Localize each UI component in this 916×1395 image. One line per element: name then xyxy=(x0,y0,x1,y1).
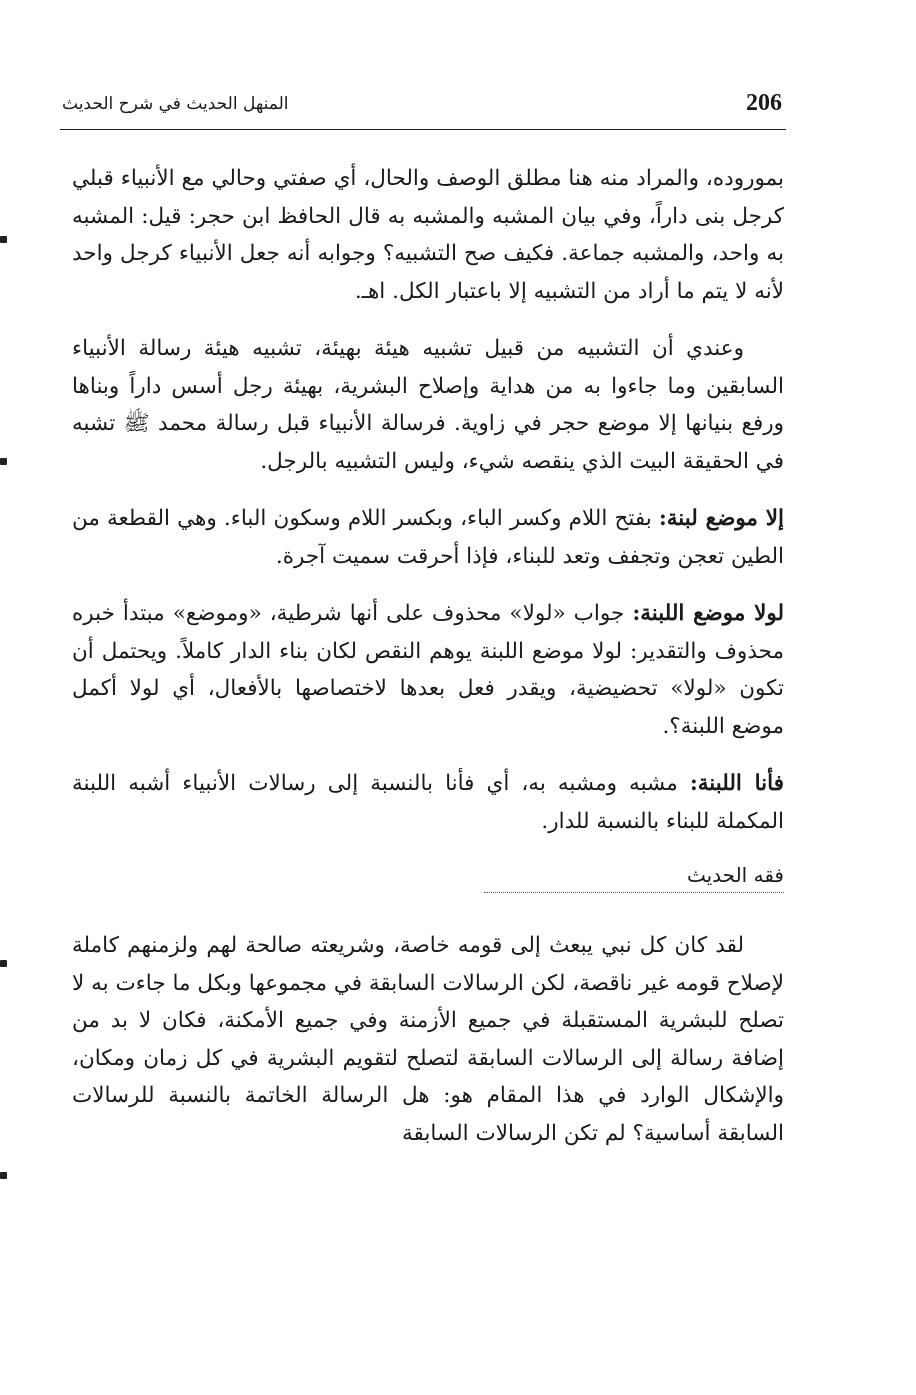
term-heading: فأنا اللبنة: xyxy=(689,771,784,796)
running-title: المنهل الحديث في شرح الحديث xyxy=(62,94,289,114)
term-explanation: مشبه ومشبه به، أي فأنا بالنسبة إلى رسالات الأنبياء أشبه اللبنة المكملة للبناء بالنسبة للدار. xyxy=(72,771,784,834)
paragraph-fiqh: لقد كان كل نبي يبعث إلى قومه خاصة، وشريعته صالحة لهم ولزمنهم كاملة لإصلاح قومه غير ناقصة، لكن الرسالات السابقة في مجموعها وبكل ما جاءت به لا تصلح للبشرية المستقبلة في جميع الأزمنة وفي جميع الأمكنة، فكان لا بد من إضافة رسالة إلى الرسالات السابقة لتصلح لتقويم البشرية في كل زمان ومكان، والإشكال الوارد في هذا المقام هو: هل الرسالة الخاتمة بالنسبة للرسالات السابقة أساسية؟ لم تكن الرسالات السابقة xyxy=(72,933,784,1146)
scan-edge-mark xyxy=(0,960,7,967)
term-heading: لولا موضع اللبنة: xyxy=(632,601,785,626)
paragraph-author-opinion: وعندي أن التشبيه من قبيل تشبيه هيئة بهيئة، تشبيه هيئة رسالة الأنبياء السابقين وما جاءوا به من هداية وإصلاح البشرية، بهيئة رجل أسس داراً وبناها ورفع بنيانها إلا موضع حجر في زاوية. فرسالة الأنبياء قبل رسالة محمد ﷺ تشبه في الحقيقة البيت الذي ينقصه شيء، وليس التشبيه بالرجل. xyxy=(72,336,784,474)
term-heading: إلا موضع لبنة: xyxy=(658,506,784,531)
paragraph-commentary: بموروده، والمراد منه هنا مطلق الوصف والحال، أي صفتي وحالي مع الأنبياء قبلي كرجل بنى داراً، وفي بيان المشبه والمشبه به قال الحافظ ابن حجر: قيل: المشبه به واحد، والمشبه جماعة. فكيف صح التشبيه؟ وجوابه أنه جعل الأنبياء كرجل واحد لأنه لا يتم ما أراد من التشبيه إلا باعتبار الكل. اهـ. xyxy=(72,166,784,304)
page-number: 206 xyxy=(746,90,782,116)
paragraph-term-lawla xyxy=(72,595,784,745)
paragraph-term-labina xyxy=(72,500,784,575)
scan-edge-mark xyxy=(0,1172,7,1179)
paragraph-term-ana xyxy=(72,765,784,840)
term-explanation: بفتح اللام وكسر الباء، وبكسر اللام وسكون الباء. وهي القطعة من الطين تعجن وتجفف وتعد للبناء، فإذا أحرقت سميت آجرة. xyxy=(72,506,784,569)
section-heading: فقه الحديث xyxy=(686,863,784,887)
scan-edge-mark xyxy=(0,236,7,243)
section-divider xyxy=(484,892,784,893)
body-text xyxy=(72,160,784,1172)
scan-edge-mark xyxy=(0,458,7,465)
term-explanation: جواب «لولا» محذوف على أنها شرطية، «وموضع» مبتدأ خبره محذوف والتقدير: لولا موضع اللبنة يوهم النقص لكان بناء الدار كاملاً. ويحتمل أن تكون «لولا» تحضيضية، ويقدر فعل بعدها لاختصاصها بالأفعال، أي لولا أكمل موضع اللبنة؟. xyxy=(72,601,784,739)
running-header xyxy=(60,86,786,130)
